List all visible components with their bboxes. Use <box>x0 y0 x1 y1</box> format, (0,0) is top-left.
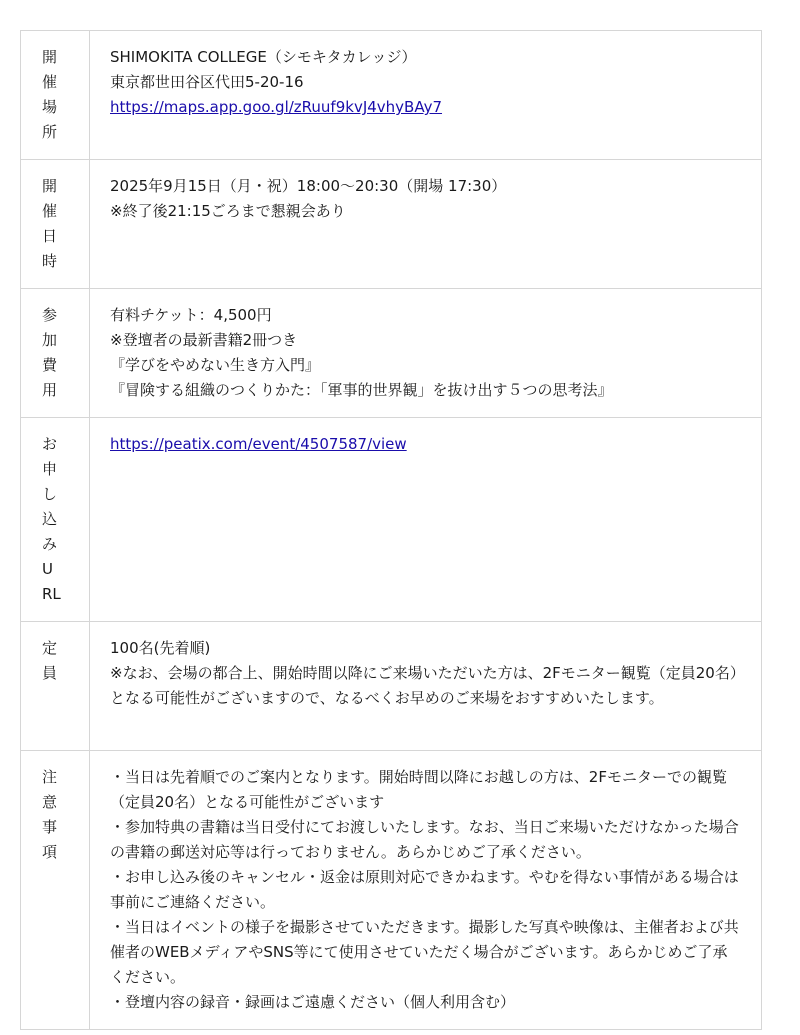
value-cell-fee <box>90 289 762 418</box>
registration-link[interactable]: https://peatix.com/event/4507587/view <box>110 435 407 453</box>
table-row-notes <box>21 751 762 1030</box>
label-cell-notes <box>21 751 90 1030</box>
book-title-1: 『学びをやめない生き方入門』 <box>110 356 321 374</box>
book-title-2: 『冒険する組織のつくりかた：「軍事的世界観」を抜け出す５つの思考法』 <box>110 381 613 399</box>
date-label: 開催日時 <box>42 177 58 270</box>
label-cell-capacity <box>21 622 90 751</box>
url-label: お申し込みURL <box>42 435 61 603</box>
value-cell-capacity <box>90 622 762 751</box>
table-row-url <box>21 418 762 622</box>
label-cell-url <box>21 418 90 622</box>
label-cell-date <box>21 160 90 289</box>
value-cell-date <box>90 160 762 289</box>
venue-map-link[interactable]: https://maps.app.goo.gl/zRuuf9kvJ4vhyBAy7 <box>110 98 443 116</box>
venue-label: 開催場所 <box>42 48 58 141</box>
table-row-capacity <box>21 622 762 751</box>
capacity-count: 100名(先着順) <box>110 639 211 657</box>
value-cell-venue <box>90 31 762 160</box>
book-bonus-note: ※登壇者の最新書籍2冊つき <box>110 331 298 349</box>
table-row-fee <box>21 289 762 418</box>
notes-label: 注意事項 <box>42 768 58 861</box>
value-cell-url <box>90 418 762 622</box>
value-cell-notes <box>90 751 762 1030</box>
table-row-venue <box>21 31 762 160</box>
note-item: ・登壇内容の録音・録画はご遠慮ください（個人利用含む） <box>110 993 516 1011</box>
table-row-date <box>21 160 762 289</box>
capacity-label: 定員 <box>42 639 58 682</box>
venue-address: 東京都世田谷区代田5-20-16 <box>110 73 304 91</box>
event-datetime: 2025年9月15日（月・祝）18:00〜20:30（開場 17:30） <box>110 177 507 195</box>
label-cell-venue <box>21 31 90 160</box>
label-cell-fee <box>21 289 90 418</box>
note-item: ・当日は先着順でのご案内となります。開始時間以降にお越しの方は、2Fモニターでの観覧（定員20名）となる可能性がございます <box>110 768 727 811</box>
ticket-price: 有料チケット：4,500円 <box>110 306 272 324</box>
note-item: ・お申し込み後のキャンセル・返金は原則対応できかねます。やむを得ない事情がある場合は事前にご連絡ください。 <box>110 868 739 911</box>
event-info-table <box>20 30 762 1030</box>
capacity-note: ※なお、会場の都合上、開始時間以降にご来場いただいた方は、2Fモニター観覧（定員20名）となる可能性がございますので、なるべくお早めのご来場をおすすめいたします。 <box>110 664 738 707</box>
venue-name: SHIMOKITA COLLEGE（シモキタカレッジ） <box>110 48 417 66</box>
note-item: ・当日はイベントの様子を撮影させていただきます。撮影した写真や映像は、主催者および共催者のWEBメディアやSNS等にて使用させていただく場合がございます。あらかじめご了承ください。 <box>110 918 739 986</box>
afterparty-note: ※終了後21:15ごろまで懇親会あり <box>110 202 346 220</box>
note-item: ・参加特典の書籍は当日受付にてお渡しいたします。なお、当日ご来場いただけなかった場合の書籍の郵送対応等は行っておりません。あらかじめご了承ください。 <box>110 818 739 861</box>
fee-label: 参加費用 <box>42 306 58 399</box>
